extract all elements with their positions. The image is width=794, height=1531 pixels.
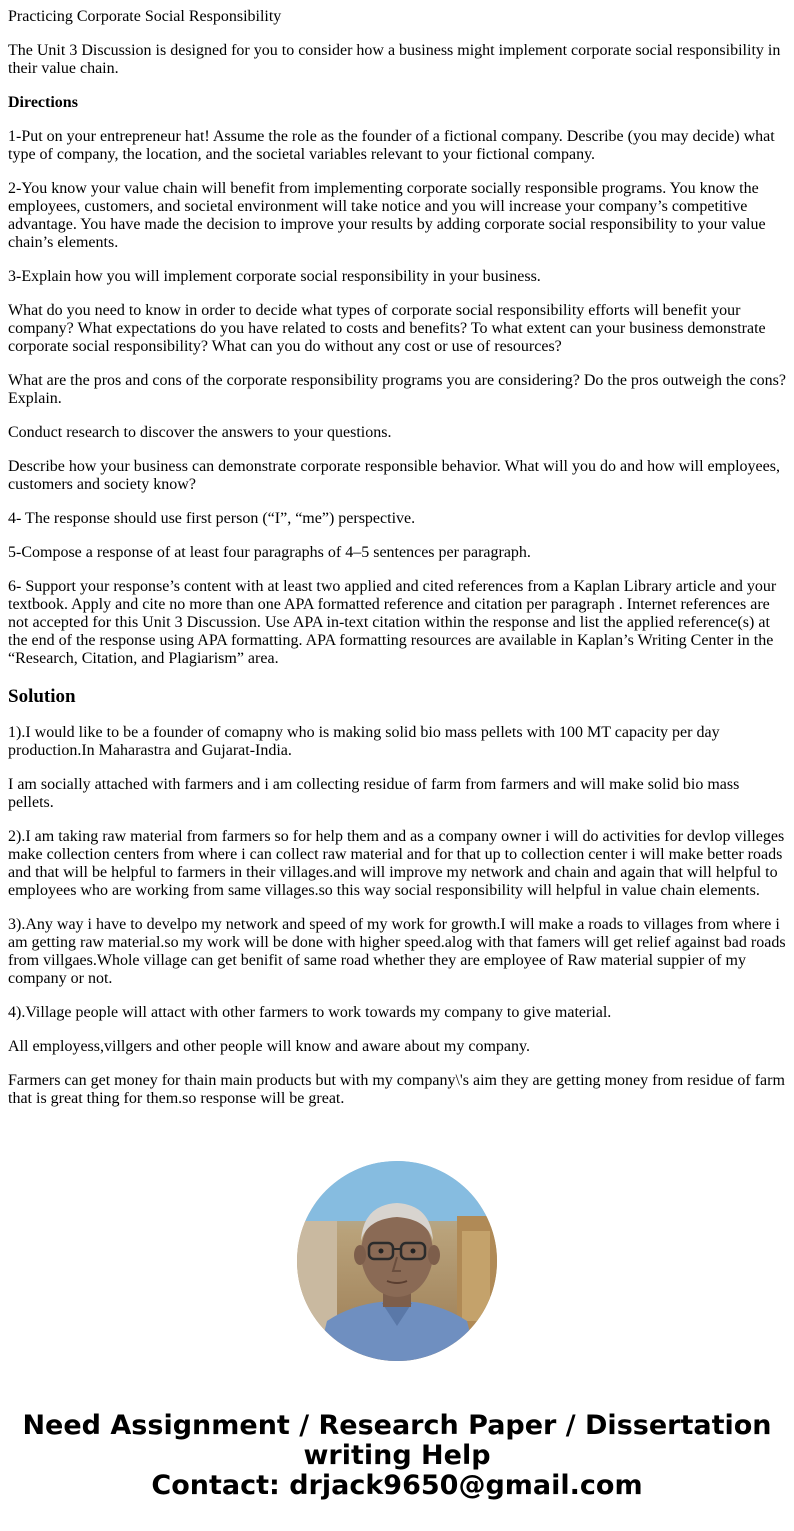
solution-paragraph: 4).Village people will attact with other farmers to work towards my company to give material. <box>8 1004 612 1021</box>
author-portrait-icon <box>297 1161 497 1361</box>
direction-paragraph: 6- Support your response’s content with at least two applied and cited references from a Kaplan Library article and your textbook. Apply and cite no more than one APA formatted reference and citation per paragraph . Internet references are not accepted for this Unit 3 Discussion. Use APA in-text citation within the response and list the applied reference(s) at the end of the response using APA formatting. APA formatting resources are available in Kaplan’s Writing Center in the “Research, Citation, and Plagiarism” area. <box>8 578 777 667</box>
direction-paragraph: 5-Compose a response of at least four paragraphs of 4–5 sentences per paragraph. <box>8 544 531 561</box>
banner-contact: Contact: drjack9650@gmail.com <box>151 1470 643 1501</box>
direction-paragraph: 4- The response should use first person (“I”, “me”) perspective. <box>8 510 416 527</box>
direction-paragraph: Describe how your business can demonstrate corporate responsible behavior. What will you do and how will employees, customers and society know? <box>8 458 780 493</box>
direction-paragraph: 3-Explain how you will implement corporate social responsibility in your business. <box>8 268 541 285</box>
document-body <box>0 8 794 1108</box>
banner-line: Need Assignment / Research Paper / Dissertation <box>22 1410 772 1441</box>
solution-heading: Solution <box>8 686 76 707</box>
solution-paragraph: All employess,villgers and other people will know and aware about my company. <box>8 1038 530 1055</box>
banner-line: writing Help <box>303 1440 491 1471</box>
direction-paragraph: 2-You know your value chain will benefit from implementing corporate socially responsible programs. You know the employees, customers, and societal environment will take notice and you will increase your company’s competitive advantage. You have made the decision to improve your results by adding corporate social responsibility to your value chain’s elements. <box>8 180 766 251</box>
solution-paragraph: 2).I am taking raw material from farmers so for help them and as a company owner i will do activities for devlop villeges make collection centers from where i can collect raw material and for that up to collection center i will make better roads and that will be helpful to farmers in their villages.and will improve my network and chain and again that will helpful to employees who are working from same villages.so this way social responsibility will helpful in value chain elements. <box>8 828 785 899</box>
directions-heading: Directions <box>8 94 78 111</box>
direction-paragraph: 1-Put on your entrepreneur hat! Assume the role as the founder of a fictional company. Describe (you may decide) what type of company, the location, and the societal variables relevant to your fictional company. <box>8 128 775 163</box>
question-title: Practicing Corporate Social Responsibility <box>8 8 282 25</box>
direction-paragraph: What are the pros and cons of the corporate responsibility programs you are considering? Do the pros outweigh the cons? Explain. <box>8 372 786 407</box>
direction-paragraph: Conduct research to discover the answers to your questions. <box>8 424 392 441</box>
solution-paragraph: 3).Any way i have to develpo my network and speed of my work for growth.I will make a roads to villages from where i am getting raw material.so my work will be done with higher speed.alog with that famers will get relief against bad roads from villgaes.Whole village can get benifit of same road whether they are employee of Raw material suppier of my company or not. <box>8 916 786 987</box>
solution-paragraph: I am socially attached with farmers and i am collecting residue of farm from farmers and will make solid bio mass pellets. <box>8 776 740 811</box>
direction-paragraph: What do you need to know in order to decide what types of corporate social responsibility efforts will benefit your company? What expectations do you have related to costs and benefits? To what extent can your business demonstrate corporate social responsibility? What can you do without any cost or use of resources? <box>8 302 766 355</box>
contact-banner <box>0 1411 794 1501</box>
solution-paragraph: Farmers can get money for thain main products but with my company\'s aim they are getting money from residue of farm that is great thing for them.so response will be great. <box>8 1072 785 1107</box>
solution-paragraph: 1).I would like to be a founder of comapny who is making solid bio mass pellets with 100 MT capacity per day production.In Maharastra and Gujarat-India. <box>8 724 720 759</box>
author-avatar <box>297 1161 497 1361</box>
question-intro: The Unit 3 Discussion is designed for you to consider how a business might implement corporate social responsibility in their value chain. <box>8 42 781 77</box>
